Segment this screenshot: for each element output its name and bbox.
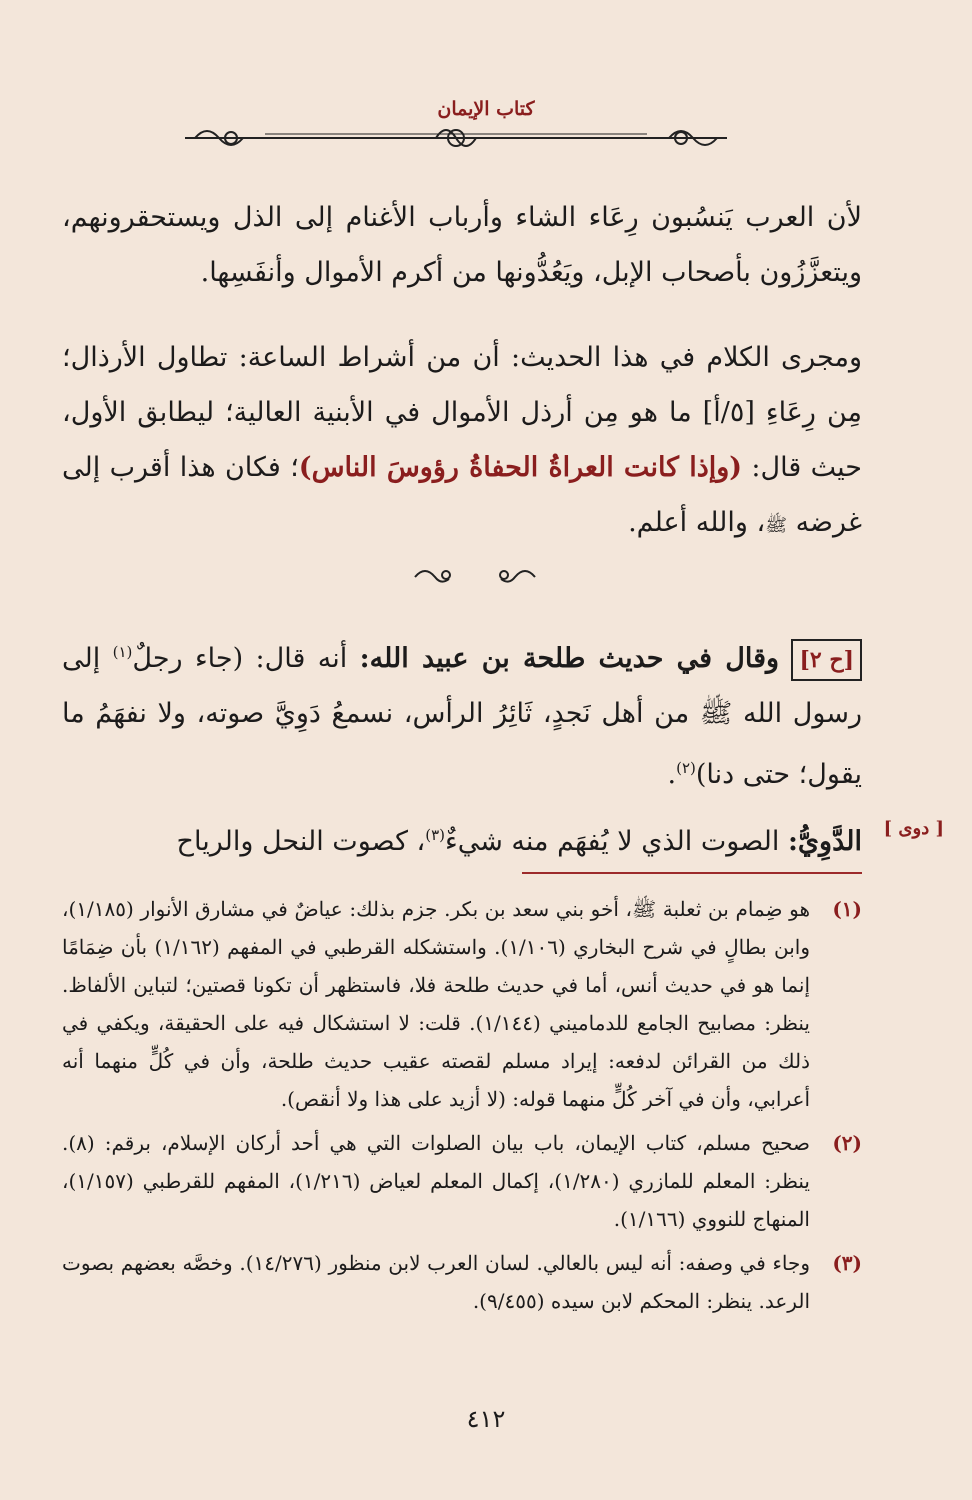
section-divider-ornament — [410, 562, 540, 592]
gloss-line — [62, 810, 862, 867]
margin-keyword: [ دوى ] — [883, 818, 944, 839]
paragraph-2 — [62, 330, 862, 553]
footnote-ref-3[interactable]: (٣) — [425, 826, 446, 844]
footnote-number: (١) — [832, 897, 862, 921]
header-ornament-rule — [185, 118, 727, 158]
footnote-text: صحيح مسلم، كتاب الإيمان، باب بيان الصلوات التي هي أحد أركان الإسلام، برقم: (٨). ينظر: المعلم للمازري (١/٢٨٠)، إكمال المعلم لعياض (١/٢١٦)، المفهم للقرطبي (١/١٥٧)، المنهاج للنووي (١/١٦٦). — [62, 1131, 810, 1231]
footnote-3 — [62, 1244, 862, 1320]
hadith-paragraph — [62, 625, 862, 802]
gloss-term: الدَّوِيُّ: — [787, 826, 862, 857]
page-number: ٤١٢ — [466, 1405, 506, 1433]
footnotes — [62, 890, 862, 1326]
hadith-text-c: . — [667, 759, 677, 790]
gloss-text-a: الصوت الذي لا يُفهَم منه شيءٌ — [445, 826, 788, 857]
gloss-text-b: ، كصوت النحل والرياح — [176, 826, 426, 857]
footnote-number: (٢) — [832, 1131, 862, 1155]
paragraph-2-text-a: ومجرى الكلام في هذا الحديث: أن من أشراط الساعة: تطاول الأرذال؛ مِن رِعَاءِ [٥/أ] ما هو مِن أرذل الأموال في الأبنية العالية؛ ليطابق الأول، حيث قال: — [62, 342, 862, 483]
footnote-separator — [522, 872, 862, 874]
hadith-quote-highlight: (وإذا كانت العراةُ الحفاةُ رؤوسَ الناس) — [298, 452, 743, 483]
paragraph-1-text: لأن العرب يَنسُبون رِعَاء الشاء وأرباب الأغنام إلى الذل ويستحقرونهم، ويتعزَّزُون بأصحاب الإبل، ويَعُدُّونها من أكرم الأموال وأنفَسِها. — [62, 202, 862, 288]
running-head: كتاب الإيمان — [437, 98, 535, 120]
footnote-number: (٣) — [832, 1251, 862, 1275]
footnote-text: وجاء في وصفه: أنه ليس بالعالي. لسان العرب لابن منظور (١٤/٢٧٦). وخصَّه بعضهم بصوت الرعد. ينظر: المحكم لابن سيده (٩/٤٥٥). — [62, 1251, 810, 1313]
salawat-ligature: ﷺ — [765, 515, 787, 536]
hadith-number-badge: [ح ٢] — [791, 639, 862, 681]
footnote-2 — [62, 1124, 862, 1238]
footnote-ref-2[interactable]: (٢) — [676, 759, 696, 777]
hadith-intro: وقال في حديث طلحة بن عبيد الله: — [359, 643, 780, 674]
hadith-text-b: إلى رسول الله ﷺ من أهل نَجدٍ، ثَائِرُ الرأس، نسمعُ دَوِيَّ صوته، ولا نفهَمُ ما يقول؛ حتى دنا) — [62, 643, 862, 790]
footnote-1 — [62, 890, 862, 1118]
paragraph-2-text-c: ، والله أعلم. — [628, 507, 766, 538]
footnote-ref-1[interactable]: (١) — [112, 643, 133, 661]
paragraph-1 — [62, 190, 862, 300]
hadith-text-a: أنه قال: (جاء رجلٌ — [132, 643, 360, 674]
footnote-text: هو ضِمام بن ثعلبة ﷺ، أخو بني سعد بن بكر. جزم بذلك: عياضٌ في مشارق الأنوار (١/١٨٥)، وابن بطالٍ في شرح البخاري (١/١٠٦). واستشكله القرطبي في المفهم (١/١٦٢) بأن ضِمَامًا إنما هو في حديث أنس، أما في حديث طلحة فلا، فاستظهر أن تكونا قصتين؛ لتباين الألفاظ. ينظر: مصابيح الجامع للدماميني (١/١٤٤). قلت: لا استشكال فيه على الحقيقة، ويكفي في ذلك من القرائن لدفعه: إيراد مسلم لقصته عقيب حديث طلحة، وأن في كُلٍّ منهما أنه أعرابي، وأن في آخر كُلٍّ منهما قوله: (لا أزيد على هذا ولا أنقص). — [62, 897, 810, 1111]
paragraph-2-text-b: ؛ فكان هذا أقرب إلى غرضه — [62, 452, 862, 538]
